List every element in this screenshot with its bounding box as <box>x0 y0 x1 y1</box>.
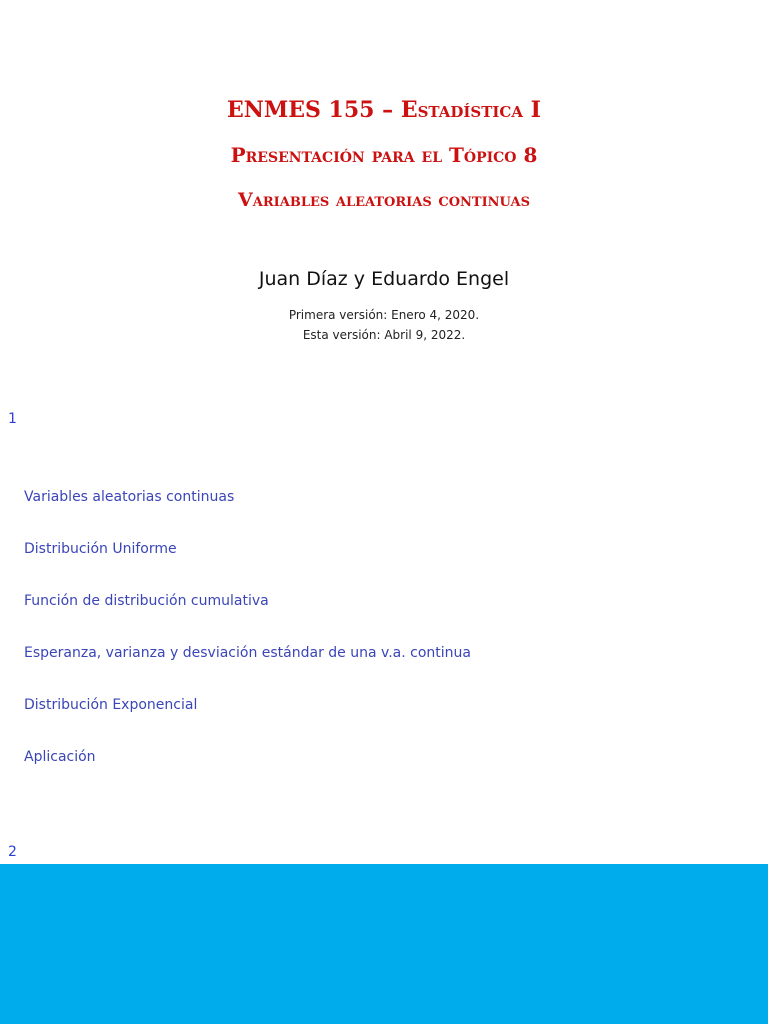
topic-number: 8 <box>516 143 538 167</box>
page-number-1[interactable]: 1 <box>8 411 17 427</box>
toc-item-exponencial[interactable]: Distribución Exponencial <box>24 697 198 713</box>
slide-header-band <box>0 864 768 1024</box>
toc-item-uniforme[interactable]: Distribución Uniforme <box>24 541 177 557</box>
toc-item-esperanza[interactable]: Esperanza, varianza y desviación estándar de una v.a. continua <box>24 645 471 661</box>
presentation-label: Presentación para el Tópico <box>230 143 517 167</box>
authors: Juan Díaz y Eduardo Engel <box>258 268 510 290</box>
presentation-subtitle <box>0 143 768 167</box>
topic-title: Variables aleatorias continuas <box>238 189 530 211</box>
toc-item-cumulativa[interactable]: Función de distribución cumulativa <box>24 593 269 609</box>
current-version-date: Esta versión: Abril 9, 2022. <box>302 328 466 342</box>
course-name: Estadística I <box>400 97 541 123</box>
toc-item-aplicacion[interactable]: Aplicación <box>24 749 96 765</box>
course-code: ENMES 155 – <box>227 97 401 123</box>
table-of-contents <box>24 489 471 801</box>
toc-item-variables-aleatorias[interactable]: Variables aleatorias continuas <box>24 489 235 505</box>
course-title <box>0 97 768 123</box>
first-version-date: Primera versión: Enero 4, 2020. <box>288 308 480 322</box>
page-number-2[interactable]: 2 <box>8 844 17 860</box>
